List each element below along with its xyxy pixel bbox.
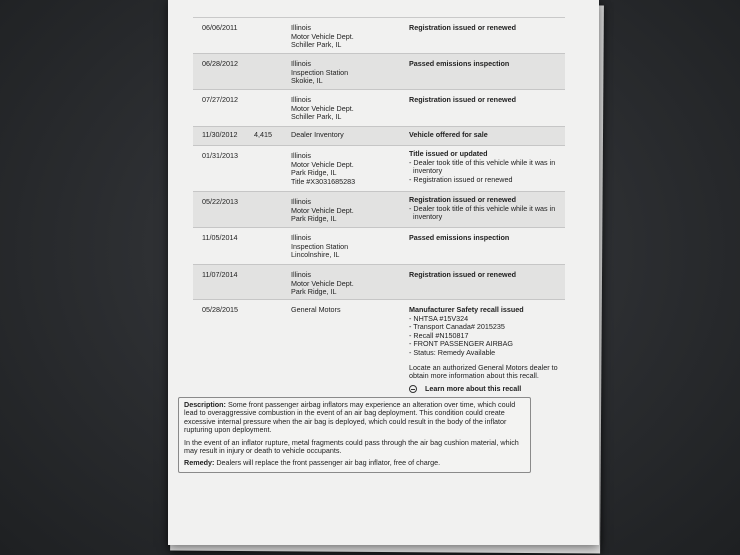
record-details — [409, 234, 563, 243]
record-source: Illinois Inspection Station Lincolnshire, IL — [291, 233, 349, 260]
record-event: Passed emissions inspection — [409, 233, 510, 242]
record-date: 11/30/2012 — [202, 130, 238, 139]
record-odometer: 4,415 — [254, 130, 272, 139]
record-details — [409, 24, 563, 33]
recall-locate-text: Locate an authorized General Motors dealer to obtain more information about this recall. — [409, 362, 558, 381]
learn-more-label: Learn more about this recall — [425, 383, 522, 393]
recall-details-box — [178, 397, 531, 473]
table-row — [193, 228, 565, 265]
record-date: 07/27/2012 — [202, 95, 238, 104]
record-event: Registration issued or renewed — [409, 23, 517, 32]
recall-rupture-text: In the event of an inflator rupture, metal fragments could pass through the air bag cushion material, which may result in injury or death to vehicle occupants. — [184, 437, 519, 456]
record-details — [409, 96, 563, 105]
record-source: Illinois Motor Vehicle Dept. Park Ridge, IL — [291, 197, 354, 224]
record-source: General Motors — [291, 305, 341, 314]
table-row — [193, 146, 565, 192]
collapse-circle-icon — [409, 385, 417, 393]
table-row — [193, 127, 565, 146]
record-event: Manufacturer Safety recall issued — [409, 305, 524, 314]
table-row — [193, 54, 565, 90]
record-date: 01/31/2013 — [202, 151, 238, 160]
record-event: Registration issued or renewed — [409, 95, 517, 104]
record-source: Illinois Inspection Station Skokie, IL — [291, 59, 349, 86]
record-source: Illinois Motor Vehicle Dept. Park Ridge, IL — [291, 270, 354, 297]
table-row — [193, 265, 565, 300]
record-event: Title issued or updated — [409, 149, 488, 158]
record-details — [409, 131, 563, 140]
recall-description: Description: Some front passenger airbag inflators may experience an alteration over time, which could lead to overaggressive combustion in the event of an air bag deployment. This condition could create excessive internal pressure when the air bag is deployed, which could result in the body of the inflator rupturing upon deployment. — [184, 400, 516, 435]
record-source: Illinois Motor Vehicle Dept. Schiller Park, IL — [291, 23, 354, 50]
record-event: Registration issued or renewed — [409, 195, 517, 204]
record-source: Illinois Motor Vehicle Dept. Schiller Park, IL — [291, 95, 354, 122]
recall-remedy: Remedy: Dealers will replace the front passenger air bag inflator, free of charge. — [184, 458, 441, 468]
table-row — [193, 90, 565, 127]
learn-more-link[interactable] — [409, 385, 563, 394]
record-date: 06/28/2012 — [202, 59, 238, 68]
record-event: Passed emissions inspection — [409, 59, 510, 68]
record-date: 06/06/2011 — [202, 23, 238, 32]
record-details — [409, 60, 563, 69]
record-date: 05/22/2013 — [202, 197, 238, 206]
record-event: Vehicle offered for sale — [409, 130, 488, 139]
vehicle-history-page — [168, 0, 599, 545]
record-date: 11/07/2014 — [202, 270, 238, 279]
record-details: Title issued or updated - Dealer took title of this vehicle while it was in inventory - Registration issued or renewed — [409, 150, 563, 184]
record-date: 05/28/2015 — [202, 305, 238, 314]
record-details: Manufacturer Safety recall issued - NHTSA #15V324 - Transport Canada# 2015235 - Recall #N150817 - FRONT PASSENGER AIRBAG - Status: Remedy Available Locate an authorized General Motors dealer to obtain more information about this recall. Learn more about this recall — [409, 306, 563, 393]
record-details — [409, 271, 563, 280]
record-event: Registration issued or renewed — [409, 270, 517, 279]
record-date: 11/05/2014 — [202, 233, 238, 242]
table-row — [193, 192, 565, 228]
record-details: Registration issued or renewed - Dealer took title of this vehicle while it was in inventory — [409, 196, 563, 222]
record-source: Illinois Motor Vehicle Dept. Park Ridge, IL Title #X3031685283 — [291, 151, 356, 186]
table-row — [193, 18, 565, 54]
record-source: Dealer Inventory — [291, 130, 344, 139]
